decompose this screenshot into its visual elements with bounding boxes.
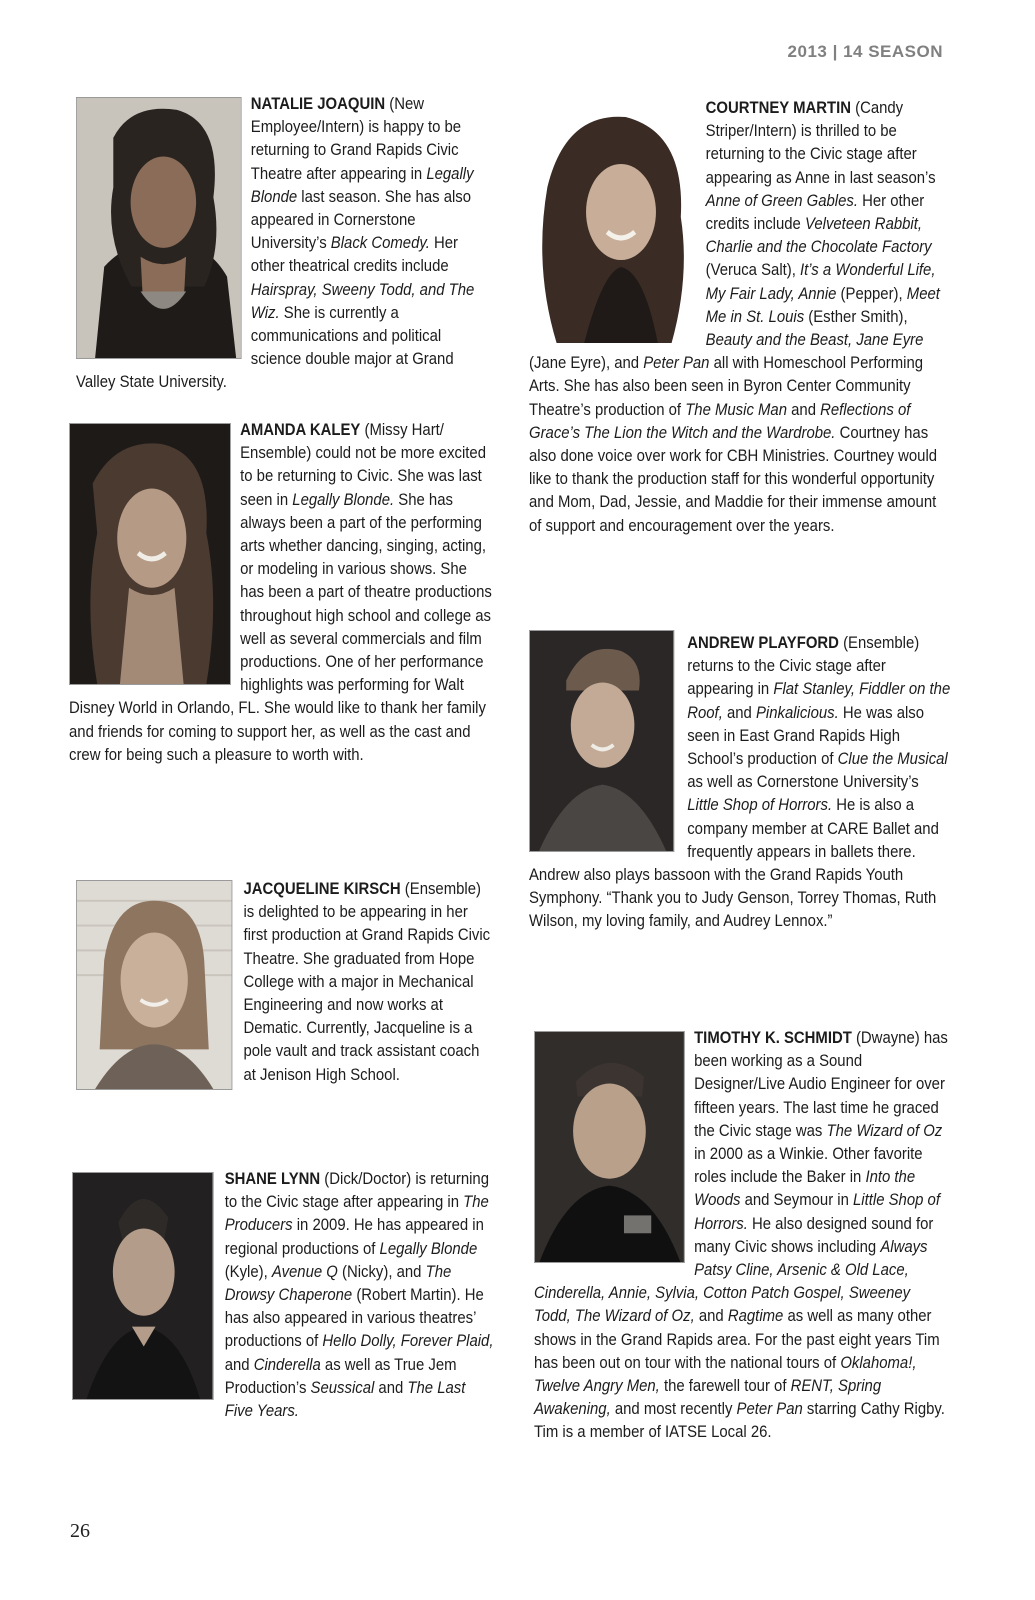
name-andrew: ANDREW PLAYFORD	[687, 634, 839, 652]
title-italic: Beauty and the Beast, Jane Eyre	[705, 331, 924, 350]
title-italic: Seussical	[310, 1378, 375, 1397]
text: (Veruca Salt),	[705, 261, 800, 280]
text: (Kyle),	[224, 1262, 272, 1281]
title-italic: Velveteen Rabbit, Charlie and the Chocolate Factory	[705, 215, 932, 257]
name-shane: SHANE LYNN	[224, 1170, 321, 1188]
text: Her other theatrical credits include	[250, 234, 458, 276]
text: starring Cathy Rigby. Tim is a member of IATSE Local 26.	[534, 1400, 945, 1442]
bio-timothy-schmidt	[534, 1027, 951, 1445]
title-italic: RENT, Spring Awakening,	[534, 1377, 882, 1419]
title-italic: Always Patsy Cline, Arsenic & Old Lace, Cinderella, Annie, Sylvia, Cotton Patch Gospel, Sweeney Todd, The Wizard of Oz,	[534, 1237, 928, 1326]
title-italic: Black Comedy.	[330, 234, 430, 253]
text: (Ensemble) returns to the Civic stage after appearing in	[687, 634, 920, 699]
name-natalie: NATALIE JOAQUIN	[250, 95, 386, 113]
text: and	[224, 1355, 254, 1374]
text: and	[374, 1378, 408, 1397]
bio-jacqueline-kirsch	[76, 878, 495, 1094]
text: last season. She has also appeared in Cornerstone University’s	[250, 187, 472, 253]
text: (Dwayne) has been working as a Sound Designer/Live Audio Engineer for over fifteen years. The last time he graced the Civic stage was	[694, 1029, 948, 1140]
text: as well as many other shows in the Grand Rapids area. For the past eight years Tim has been out on tour with the national tours of	[534, 1307, 940, 1372]
headshot-amanda-kaley	[69, 423, 231, 685]
text: (Pepper),	[836, 284, 907, 303]
text: and	[694, 1307, 728, 1326]
text: all with Homeschool Performing Arts. She has also been seen in Byron Center Community Theatre’s production of	[529, 354, 924, 419]
headshot-courtney-martin	[529, 107, 695, 343]
title-italic: Cinderella	[253, 1355, 321, 1374]
text: (Nicky), and	[337, 1262, 426, 1281]
name-jacqueline: JACQUELINE KIRSCH	[243, 880, 401, 898]
headshot-timothy-schmidt	[534, 1031, 685, 1263]
title-italic: The Producers	[224, 1193, 489, 1235]
title-italic: Oklahoma!, Twelve Angry Men,	[534, 1353, 917, 1396]
title-italic: Legally Blonde	[250, 164, 474, 206]
text: (Dick/Doctor) is returning to the Civic stage after appearing in	[224, 1170, 490, 1212]
headshot-natalie-joaquin	[76, 97, 242, 359]
text: (Ensemble) is delighted to be appearing in her first production at Grand Rapids Civic Theatre. She graduated from Hope College with a major in Mechanical Engineering and now works at Dematic. Currently, Jacqueline is a pole vault and track assistant coach at Jenison High School.	[243, 880, 491, 1084]
title-italic: The Wizard of Oz	[826, 1121, 943, 1140]
title-italic: Avenue Q	[271, 1262, 338, 1281]
bio-shane-lynn	[72, 1168, 494, 1423]
title-italic: Ragtime	[727, 1307, 784, 1326]
title-italic: Legally Blonde.	[292, 490, 395, 509]
title-italic: Little Shop of Horrors.	[687, 796, 833, 815]
text: (New Employee/Intern) is happy to be returning to Grand Rapids Civic Theatre after appearing in	[250, 95, 462, 183]
text: and	[787, 400, 821, 419]
text: and	[722, 703, 756, 722]
name-timothy: TIMOTHY K. SCHMIDT	[694, 1029, 852, 1047]
title-italic: Anne of Green Gables.	[705, 191, 858, 210]
text: He also designed sound for many Civic shows including	[694, 1214, 934, 1256]
text: She has always been a part of the performing arts whether dancing, singing, acting, or modeling in various shows. She has been a part of theatre productions throughout high school and college as well as several commercials and film productions. One of her performance highlights was performing for Walt Disney World in Orlando, FL. She would like to thank her family and friends for coming to support her, as well as the cast and crew for being such a pleasure to worth with.	[69, 490, 492, 764]
text: She is currently a communications and political science double major at Grand Valley State University.	[76, 303, 454, 392]
text: Courtney has also done voice over work for CBH Ministries. Courtney would like to thank the production staff for this wonderful opportunity and Mom, Dad, Jessie, and Maddie for their immense amount of support and encouragement over the years.	[529, 423, 938, 535]
text: (Missy Hart/ Ensemble) could not be more excited to be returning to Civic. She was last seen in	[240, 421, 486, 509]
text: the farewell tour of	[659, 1377, 791, 1396]
title-italic: The Drowsy Chaperone	[224, 1262, 452, 1305]
headshot-jacqueline-kirsch	[76, 880, 232, 1090]
text: as well as True Jem Production’s	[224, 1355, 457, 1397]
title-italic: Into the Woods	[694, 1168, 916, 1210]
bio-natalie-joaquin	[76, 93, 495, 395]
text: (Robert Martin). He has also appeared in various theatres’ productions of	[224, 1286, 484, 1351]
title-italic: Little Shop of Horrors.	[694, 1191, 940, 1233]
title-italic: Pinkalicious.	[755, 703, 839, 722]
headshot-shane-lynn	[72, 1172, 214, 1400]
text: and most recently	[610, 1400, 737, 1419]
text: in 2009. He has appeared in regional productions of	[224, 1216, 484, 1258]
title-italic: Legally Blonde	[379, 1239, 478, 1258]
title-italic: Hairspray, Sweeny Todd, and The Wiz.	[250, 280, 475, 322]
title-italic: It’s a Wonderful Life, My Fair Lady, Annie	[705, 261, 936, 303]
title-italic: Flat Stanley, Fiddler on the Roof,	[687, 680, 951, 722]
season-header: 2013 | 14 SEASON	[787, 42, 943, 61]
text: Her other credits include	[705, 191, 925, 234]
text: (Candy Striper/Intern) is thrilled to be returning to the Civic stage after appearing as Anne in last season’s	[705, 99, 936, 187]
headshot-andrew-playford	[529, 630, 674, 852]
page-number: 26	[70, 1520, 90, 1542]
text: He was also seen in East Grand Rapids High School’s production of	[687, 703, 925, 769]
text: in 2000 as a Winkie. Other favorite roles include the Baker in	[694, 1145, 923, 1187]
bio-andrew-playford	[529, 632, 950, 934]
title-italic: Peter Pan	[736, 1400, 803, 1419]
title-italic: Reflections of Grace’s The Lion the Witch and the Wardrobe.	[529, 400, 911, 442]
bio-amanda-kaley	[69, 419, 494, 767]
name-courtney: COURTNEY MARTIN	[705, 99, 851, 117]
text: (Esther Smith),	[804, 307, 908, 326]
text: as well as Cornerstone University’s	[687, 773, 919, 792]
title-italic: The Music Man	[685, 400, 788, 419]
title-italic: Peter Pan	[643, 354, 710, 373]
title-italic: Clue the Musical	[837, 750, 948, 769]
title-italic: The Last Five Years.	[224, 1378, 466, 1421]
title-italic: Meet Me in St. Louis	[705, 284, 940, 326]
text: and Seymour in	[740, 1191, 854, 1210]
title-italic: Hello Dolly, Forever Plaid,	[322, 1332, 494, 1351]
text: He is also a company member at CARE Ballet and frequently appears in ballets there. Andrew also plays bassoon with the Grand Rapids Youth Symphony. “Thank you to Judy Genson, Torrey Thomas, Ruth Wilson, my loving family, and Audrey Lennox.”	[529, 796, 939, 931]
text: (Jane Eyre), and	[529, 354, 644, 373]
bio-courtney-martin	[529, 97, 950, 538]
name-amanda: AMANDA KALEY	[240, 421, 361, 439]
